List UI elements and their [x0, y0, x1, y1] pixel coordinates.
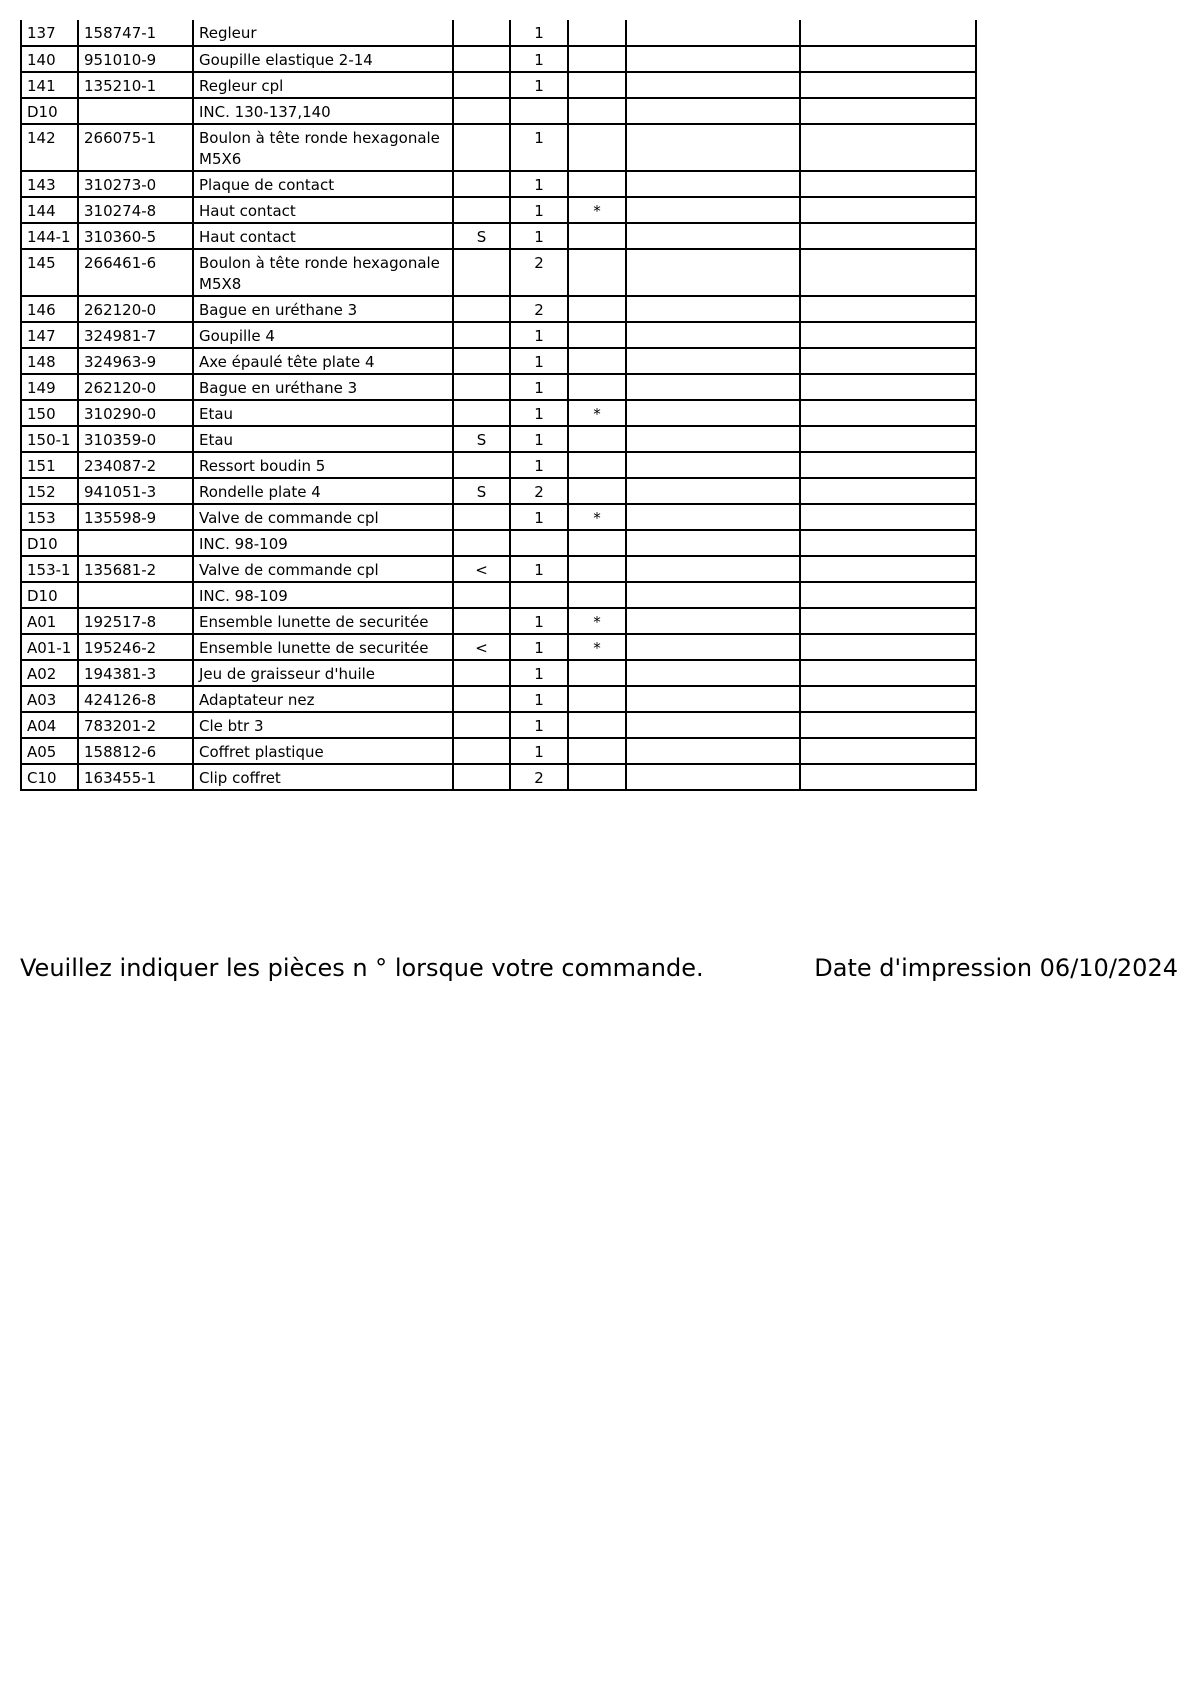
table-row — [21, 20, 976, 46]
note-cell — [568, 124, 626, 171]
part-number-cell: 262120-0 — [78, 296, 193, 322]
description-cell: Bague en uréthane 3 — [193, 296, 453, 322]
blank-cell — [800, 686, 976, 712]
description-cell: Regleur — [193, 20, 453, 46]
description-cell: Cle btr 3 — [193, 712, 453, 738]
quantity-cell: 1 — [510, 322, 568, 348]
note-cell: * — [568, 400, 626, 426]
blank-cell — [800, 712, 976, 738]
revision-cell: S — [453, 426, 510, 452]
blank-cell — [800, 660, 976, 686]
revision-cell — [453, 530, 510, 556]
blank-cell — [626, 738, 800, 764]
revision-cell — [453, 197, 510, 223]
ref-number-cell: 144-1 — [21, 223, 78, 249]
blank-cell — [626, 582, 800, 608]
ref-number-cell: 146 — [21, 296, 78, 322]
quantity-cell: 1 — [510, 452, 568, 478]
table-row — [21, 124, 976, 171]
note-cell — [568, 426, 626, 452]
parts-table-body — [21, 20, 976, 790]
quantity-cell: 1 — [510, 556, 568, 582]
note-cell — [568, 530, 626, 556]
revision-cell — [453, 452, 510, 478]
table-row — [21, 374, 976, 400]
revision-cell — [453, 582, 510, 608]
blank-cell — [626, 634, 800, 660]
quantity-cell: 1 — [510, 608, 568, 634]
table-row — [21, 452, 976, 478]
note-cell: * — [568, 197, 626, 223]
quantity-cell — [510, 98, 568, 124]
blank-cell — [626, 556, 800, 582]
part-number-cell: 951010-9 — [78, 46, 193, 72]
table-row — [21, 478, 976, 504]
revision-cell — [453, 504, 510, 530]
description-cell: Jeu de graisseur d'huile — [193, 660, 453, 686]
part-number-cell: 310290-0 — [78, 400, 193, 426]
revision-cell — [453, 72, 510, 98]
description-cell: Regleur cpl — [193, 72, 453, 98]
blank-cell — [626, 712, 800, 738]
note-cell — [568, 171, 626, 197]
part-number-cell: 424126-8 — [78, 686, 193, 712]
revision-cell: S — [453, 478, 510, 504]
quantity-cell: 1 — [510, 72, 568, 98]
part-number-cell: 266461-6 — [78, 249, 193, 296]
ref-number-cell: D10 — [21, 582, 78, 608]
table-row — [21, 712, 976, 738]
quantity-cell: 1 — [510, 686, 568, 712]
blank-cell — [800, 426, 976, 452]
description-cell: Plaque de contact — [193, 171, 453, 197]
revision-cell — [453, 686, 510, 712]
quantity-cell: 1 — [510, 348, 568, 374]
part-number-cell: 234087-2 — [78, 452, 193, 478]
quantity-cell: 1 — [510, 46, 568, 72]
description-cell: INC. 98-109 — [193, 582, 453, 608]
table-row — [21, 197, 976, 223]
revision-cell — [453, 374, 510, 400]
blank-cell — [800, 764, 976, 790]
note-cell — [568, 582, 626, 608]
note-cell — [568, 374, 626, 400]
quantity-cell: 1 — [510, 197, 568, 223]
blank-cell — [626, 452, 800, 478]
ref-number-cell: 150 — [21, 400, 78, 426]
quantity-cell: 1 — [510, 171, 568, 197]
table-row — [21, 634, 976, 660]
ref-number-cell: 153 — [21, 504, 78, 530]
revision-cell — [453, 712, 510, 738]
part-number-cell: 266075-1 — [78, 124, 193, 171]
ref-number-cell: 143 — [21, 171, 78, 197]
revision-cell — [453, 660, 510, 686]
note-cell — [568, 72, 626, 98]
description-cell: Adaptateur nez — [193, 686, 453, 712]
blank-cell — [800, 223, 976, 249]
quantity-cell: 1 — [510, 223, 568, 249]
table-row — [21, 348, 976, 374]
table-row — [21, 738, 976, 764]
description-cell: Boulon à tête ronde hexagonale M5X8 — [193, 249, 453, 296]
table-row — [21, 608, 976, 634]
blank-cell — [626, 124, 800, 171]
blank-cell — [800, 504, 976, 530]
revision-cell — [453, 249, 510, 296]
table-row — [21, 504, 976, 530]
blank-cell — [800, 478, 976, 504]
part-number-cell: 135210-1 — [78, 72, 193, 98]
note-cell — [568, 556, 626, 582]
revision-cell — [453, 98, 510, 124]
part-number-cell: 324963-9 — [78, 348, 193, 374]
table-row — [21, 296, 976, 322]
description-cell: Ensemble lunette de securitée — [193, 634, 453, 660]
quantity-cell: 2 — [510, 296, 568, 322]
quantity-cell — [510, 530, 568, 556]
blank-cell — [626, 400, 800, 426]
blank-cell — [626, 504, 800, 530]
quantity-cell: 1 — [510, 504, 568, 530]
blank-cell — [626, 686, 800, 712]
table-row — [21, 72, 976, 98]
table-row — [21, 171, 976, 197]
order-instruction: Veuillez indiquer les pièces n ° lorsque votre commande. — [20, 954, 704, 982]
table-row — [21, 46, 976, 72]
description-cell: Goupille 4 — [193, 322, 453, 348]
blank-cell — [800, 171, 976, 197]
table-row — [21, 764, 976, 790]
ref-number-cell: 137 — [21, 20, 78, 46]
blank-cell — [800, 530, 976, 556]
quantity-cell: 2 — [510, 478, 568, 504]
table-row — [21, 223, 976, 249]
description-cell: Ressort boudin 5 — [193, 452, 453, 478]
description-cell: Rondelle plate 4 — [193, 478, 453, 504]
table-row — [21, 660, 976, 686]
blank-cell — [626, 171, 800, 197]
blank-cell — [800, 452, 976, 478]
description-cell: Bague en uréthane 3 — [193, 374, 453, 400]
parts-table — [20, 20, 977, 791]
table-row — [21, 530, 976, 556]
blank-cell — [800, 197, 976, 223]
note-cell — [568, 223, 626, 249]
note-cell — [568, 46, 626, 72]
description-cell: Axe épaulé tête plate 4 — [193, 348, 453, 374]
note-cell — [568, 478, 626, 504]
revision-cell — [453, 400, 510, 426]
description-cell: Clip coffret — [193, 764, 453, 790]
revision-cell — [453, 20, 510, 46]
blank-cell — [800, 634, 976, 660]
revision-cell — [453, 764, 510, 790]
quantity-cell: 1 — [510, 400, 568, 426]
note-cell — [568, 20, 626, 46]
part-number-cell: 195246-2 — [78, 634, 193, 660]
quantity-cell: 2 — [510, 249, 568, 296]
ref-number-cell: 151 — [21, 452, 78, 478]
blank-cell — [626, 348, 800, 374]
revision-cell — [453, 296, 510, 322]
ref-number-cell: 150-1 — [21, 426, 78, 452]
description-cell: Goupille elastique 2-14 — [193, 46, 453, 72]
part-number-cell: 310274-8 — [78, 197, 193, 223]
ref-number-cell: 152 — [21, 478, 78, 504]
blank-cell — [626, 249, 800, 296]
blank-cell — [800, 608, 976, 634]
blank-cell — [800, 124, 976, 171]
ref-number-cell: D10 — [21, 98, 78, 124]
part-number-cell: 135681-2 — [78, 556, 193, 582]
blank-cell — [800, 296, 976, 322]
table-row — [21, 686, 976, 712]
quantity-cell: 1 — [510, 634, 568, 660]
blank-cell — [800, 348, 976, 374]
revision-cell: < — [453, 556, 510, 582]
part-number-cell: 163455-1 — [78, 764, 193, 790]
blank-cell — [626, 764, 800, 790]
ref-number-cell: 142 — [21, 124, 78, 171]
note-cell — [568, 348, 626, 374]
revision-cell — [453, 608, 510, 634]
note-cell: * — [568, 504, 626, 530]
part-number-cell — [78, 530, 193, 556]
revision-cell — [453, 171, 510, 197]
blank-cell — [626, 660, 800, 686]
part-number-cell: 941051-3 — [78, 478, 193, 504]
blank-cell — [626, 296, 800, 322]
part-number-cell: 158747-1 — [78, 20, 193, 46]
ref-number-cell: A02 — [21, 660, 78, 686]
part-number-cell: 135598-9 — [78, 504, 193, 530]
description-cell: Etau — [193, 426, 453, 452]
ref-number-cell: 148 — [21, 348, 78, 374]
part-number-cell: 262120-0 — [78, 374, 193, 400]
blank-cell — [626, 322, 800, 348]
quantity-cell: 1 — [510, 660, 568, 686]
note-cell: * — [568, 608, 626, 634]
blank-cell — [800, 72, 976, 98]
part-number-cell: 324981-7 — [78, 322, 193, 348]
blank-cell — [800, 374, 976, 400]
description-cell: INC. 98-109 — [193, 530, 453, 556]
blank-cell — [626, 46, 800, 72]
table-row — [21, 400, 976, 426]
blank-cell — [626, 223, 800, 249]
note-cell — [568, 296, 626, 322]
part-number-cell: 310359-0 — [78, 426, 193, 452]
blank-cell — [626, 530, 800, 556]
ref-number-cell: A03 — [21, 686, 78, 712]
blank-cell — [800, 20, 976, 46]
description-cell: Haut contact — [193, 223, 453, 249]
blank-cell — [626, 374, 800, 400]
part-number-cell — [78, 582, 193, 608]
ref-number-cell: A01 — [21, 608, 78, 634]
description-cell: Boulon à tête ronde hexagonale M5X6 — [193, 124, 453, 171]
blank-cell — [800, 738, 976, 764]
note-cell — [568, 686, 626, 712]
ref-number-cell: 149 — [21, 374, 78, 400]
ref-number-cell: A01-1 — [21, 634, 78, 660]
table-row — [21, 582, 976, 608]
part-number-cell: 783201-2 — [78, 712, 193, 738]
note-cell — [568, 322, 626, 348]
table-row — [21, 556, 976, 582]
blank-cell — [800, 582, 976, 608]
quantity-cell: 1 — [510, 712, 568, 738]
revision-cell — [453, 46, 510, 72]
table-row — [21, 98, 976, 124]
part-number-cell: 310273-0 — [78, 171, 193, 197]
note-cell — [568, 98, 626, 124]
part-number-cell: 158812-6 — [78, 738, 193, 764]
description-cell: Valve de commande cpl — [193, 504, 453, 530]
quantity-cell: 1 — [510, 124, 568, 171]
note-cell — [568, 660, 626, 686]
blank-cell — [626, 478, 800, 504]
revision-cell — [453, 738, 510, 764]
blank-cell — [626, 608, 800, 634]
part-number-cell: 310360-5 — [78, 223, 193, 249]
description-cell: Coffret plastique — [193, 738, 453, 764]
blank-cell — [626, 20, 800, 46]
quantity-cell: 2 — [510, 764, 568, 790]
quantity-cell: 1 — [510, 426, 568, 452]
description-cell: Valve de commande cpl — [193, 556, 453, 582]
blank-cell — [800, 400, 976, 426]
ref-number-cell: 153-1 — [21, 556, 78, 582]
blank-cell — [626, 72, 800, 98]
ref-number-cell: 145 — [21, 249, 78, 296]
table-row — [21, 249, 976, 296]
note-cell — [568, 712, 626, 738]
ref-number-cell: 147 — [21, 322, 78, 348]
ref-number-cell: 140 — [21, 46, 78, 72]
quantity-cell: 1 — [510, 20, 568, 46]
ref-number-cell: A05 — [21, 738, 78, 764]
revision-cell: < — [453, 634, 510, 660]
part-number-cell — [78, 98, 193, 124]
print-date: Date d'impression 06/10/2024 — [814, 954, 1178, 982]
blank-cell — [800, 556, 976, 582]
note-cell — [568, 764, 626, 790]
blank-cell — [800, 322, 976, 348]
blank-cell — [626, 426, 800, 452]
description-cell: Etau — [193, 400, 453, 426]
blank-cell — [800, 46, 976, 72]
part-number-cell: 192517-8 — [78, 608, 193, 634]
revision-cell — [453, 348, 510, 374]
table-row — [21, 322, 976, 348]
ref-number-cell: 144 — [21, 197, 78, 223]
part-number-cell: 194381-3 — [78, 660, 193, 686]
revision-cell: S — [453, 223, 510, 249]
description-cell: Ensemble lunette de securitée — [193, 608, 453, 634]
note-cell — [568, 738, 626, 764]
blank-cell — [800, 249, 976, 296]
note-cell — [568, 452, 626, 478]
blank-cell — [626, 98, 800, 124]
quantity-cell — [510, 582, 568, 608]
ref-number-cell: 141 — [21, 72, 78, 98]
revision-cell — [453, 124, 510, 171]
note-cell: * — [568, 634, 626, 660]
revision-cell — [453, 322, 510, 348]
quantity-cell: 1 — [510, 374, 568, 400]
blank-cell — [800, 98, 976, 124]
note-cell — [568, 249, 626, 296]
description-cell: INC. 130-137,140 — [193, 98, 453, 124]
ref-number-cell: C10 — [21, 764, 78, 790]
quantity-cell: 1 — [510, 738, 568, 764]
ref-number-cell: D10 — [21, 530, 78, 556]
description-cell: Haut contact — [193, 197, 453, 223]
table-row — [21, 426, 976, 452]
ref-number-cell: A04 — [21, 712, 78, 738]
blank-cell — [626, 197, 800, 223]
